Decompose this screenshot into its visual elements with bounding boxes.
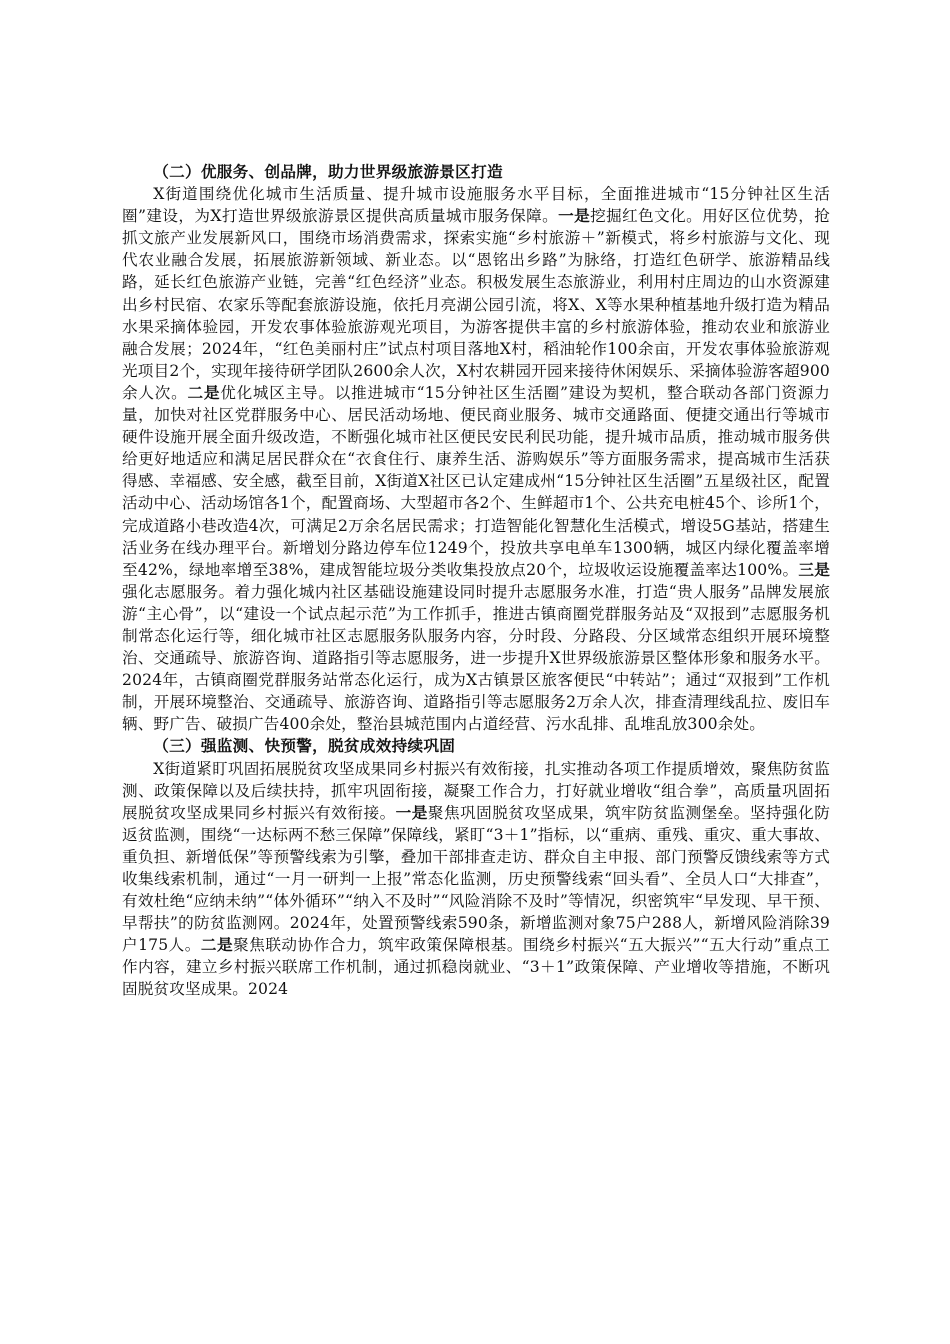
bold-marker: 一是: [558, 207, 591, 226]
paragraph-text: X街道紧盯巩固拓展脱贫攻坚成果同乡村振兴有效衔接，扎实推动各项工作提质增效，聚焦防贫监测、政策保障以及后续扶持，抓牢巩固衔接，凝聚工作合力，打好就业增收“组合拳”，高质量巩固拓展脱贫攻坚成果同乡村振兴有效衔接。: [122, 759, 830, 822]
paragraph-text: 强化志愿服务。着力强化城内社区基础设施建设同时提升志愿服务水准，打造“贵人服务”品牌发展旅游“主心骨”，以“建设一个试点起示范”为工作抓手，推进古镇商圈党群服务站及“双报到”志愿服务机制常态化运行等，细化城市社区志愿服务队服务内容，分时段、分路段、分区域常态组织开展环境整治、交通疏导、旅游咨询、道路指引等志愿服务，进一步提升X世界级旅游景区整体形象和服务水平。2024年，古镇商圈党群服务站常态化运行，成为X古镇景区旅客便民“中转站”；通过“双报到”工作机制，开展环境整治、交通疏导、旅游咨询、道路指引等志愿服务2万余人次，排查清理线乱拉、废旧车辆、野广告、破损广告400余处，整治县城范围内占道经营、污水乱排、乱堆乱放300余处。: [122, 582, 830, 734]
paragraph-text: 聚焦联动协作合力，筑牢政策保障根基。围绕乡村振兴“五大振兴”“五大行动”重点工作内容，建立乡村振兴联席工作机制，通过抓稳岗就业、“3＋1”政策保障、产业增收等措施，不断巩固脱贫攻坚成果。2024: [122, 936, 830, 999]
bold-marker: 二是: [200, 936, 234, 955]
bold-marker: 三是: [798, 560, 830, 579]
paragraph-text: 聚焦巩固脱贫攻坚成果，筑牢防贫监测堡垒。坚持强化防返贫监测，围绕“一达标两不愁三保障”保障线，紧盯“3＋1”指标，以“重病、重残、重灾、重大事故、重负担、新增低保”等预警线索为引擎，叠加干部排查走访、群众自主申报、部门预警反馈线索等方式收集线索机制，通过“一月一研判一上报”常态化监测，历史预警线索“回头看”、全员人口“大排查”，有效杜绝“应纳未纳”“体外循环”“纳入不及时”“风险消除不及时”等情况，织密筑牢“早发现、早干预、早帮扶”的防贫监测网。2024年，处置预警线索590条，新增监测对象75户288人，新增风险消除39户175人。: [122, 803, 830, 955]
paragraph-text: 挖掘红色文化。用好区位优势，抢抓文旅产业发展新风口，围绕市场消费需求，探索实施“乡村旅游＋”新模式，将乡村旅游与文化、现代农业融合发展，拓展旅游新领域、新业态。以“恩铭出乡路”为脉络，打造红色研学、旅游精品线路，延长红色旅游产业链，完善“红色经济”业态。积极发展生态旅游业，利用村庄周边的山水资源建出乡村民宿、农家乐等配套旅游设施，依托月亮湖公园引流，将X、X等水果种植基地升级打造为精品水果采摘体验园，开发农事体验旅游观光项目，为游客提供丰富的乡村旅游体验，推动农业和旅游业融合发展；2024年，“红色美丽村庄”试点村项目落地X村，稻油轮作100余亩，开发农事体验旅游观光项目2个，实现年接待研学团队2600余人次，X村农耕园开园来接待休闲娱乐、采摘体验游客超900余人次。: [122, 207, 830, 402]
bold-marker: 一是: [395, 803, 428, 822]
bold-marker: 二是: [187, 383, 221, 402]
section-heading: （二）优服务、创品牌，助力世界级旅游景区打造: [153, 163, 503, 181]
section-heading: （三）强监测、快预警，脱贫成效持续巩固: [153, 737, 456, 756]
document-page: [122, 161, 830, 1001]
paragraph-text: 优化城区主导。以推进城市“15分钟社区生活圈”建设为契机，整合联动各部门资源力量，加快对社区党群服务中心、居民活动场地、便民商业服务、城市交通路面、便捷交通出行等城市硬件设施开展全面升级改造，不断强化城市社区便民安民利民功能，提升城市品质，推动城市服务供给更好地适应和满足居民群众在“衣食住行、康养生活、游购娱乐”等方面服务需求，提高城市生活获得感、幸福感、安全感，截至目前，X街道X社区已认定建成州“15分钟社区生活圈”五星级社区，配置活动中心、活动场馆各1个，配置商场、大型超市各2个、生鲜超市1个、公共充电桩45个、诊所1个，完成道路小巷改造4次，可满足2万余名居民需求；打造智能化智慧化生活模式，增设5G基站，搭建生活业务在线办理平台。新增划分路边停车位1249个，投放共享电单车1300辆，城区内绿化覆盖率增至42%，绿地率增至38%，建成智能垃圾分类收集投放点20个，垃圾收运设施覆盖率达100%。: [122, 383, 830, 579]
body-paragraph: [122, 183, 830, 735]
paragraph-text: X街道围绕优化城市生活质量、提升城市设施服务水平目标，全面推进城市“15分钟社区生活圈”建设，为X打造世界级旅游景区提供高质量城市服务保障。: [122, 185, 830, 226]
body-paragraph: [122, 758, 830, 1001]
